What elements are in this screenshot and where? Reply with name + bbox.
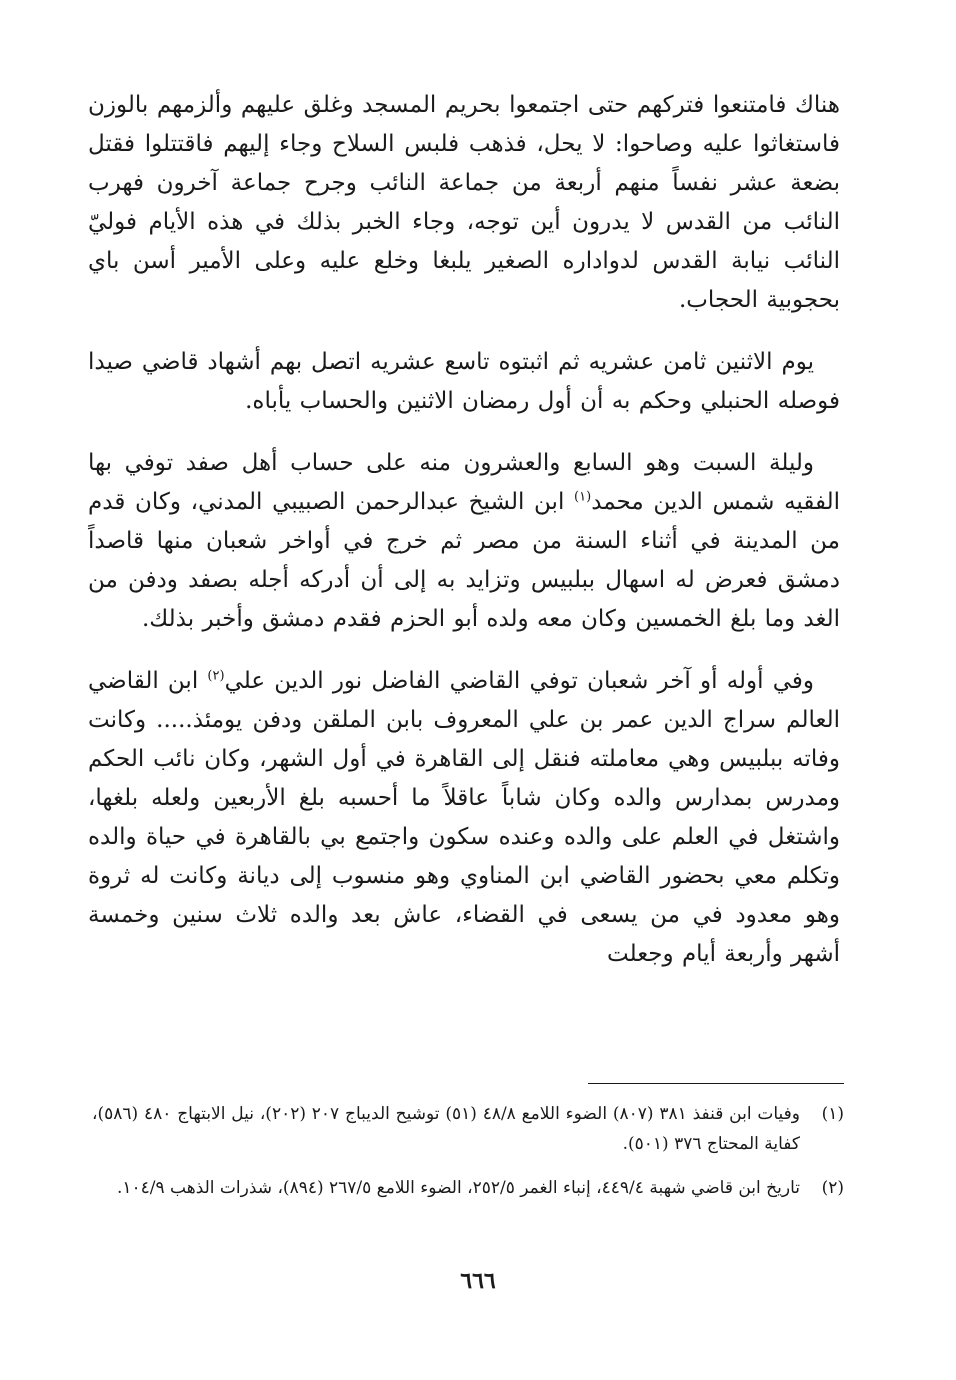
footnote-text: تاريخ ابن قاضي شهبة ٤٤٩/٤، إنباء الغمر ٢٥٢/٥، الضوء اللامع ٢٦٧/٥ (٨٩٤)، شذرات الذهب ١٠٤/٩. — [116, 1178, 800, 1198]
footnote-ref-2[interactable]: (٢) — [207, 668, 225, 684]
footnote-divider — [588, 1083, 844, 1084]
footnote-2 — [92, 1173, 844, 1203]
paragraph-2: يوم الاثنين ثامن عشريه ثم اثبتوه تاسع عشريه اتصل بهم أشهاد قاضي صيدا فوصله الحنبلي وحكم به أن أول رمضان الاثنين والحساب يأباه. — [88, 349, 840, 414]
footnote-1 — [92, 1099, 844, 1159]
paragraph-3 — [88, 444, 840, 639]
paragraph-1: هناك فامتنعوا فتركهم حتى اجتمعوا بحريم المسجد وغلق عليهم وألزمهم بالوزن فاستغاثوا عليه وصاحوا: لا يحل، فذهب فلبس السلاح وجاء إليهم فاقتتلوا فقتل بضعة عشر نفساً منهم أربعة من جماعة النائب وجرح جماعة آخرون فهرب النائب من القدس لا يدرون أين توجه، وجاء الخبر بذلك في هذه الأيام فوليّ النائب نيابة القدس لدواداره الصغير يلبغا وخلع عليه وعلى الأمير أسن باي بحجوبية الحجاب. — [88, 92, 840, 313]
footnote-number: (٢) — [821, 1178, 844, 1198]
footnote-number: (١) — [821, 1104, 844, 1124]
paragraph-3-part-2: ابن الشيخ عبدالرحمن الصبيبي المدني، وكان قدم من المدينة في أثناء السنة من مصر ثم خرج في أواخر شعبان منها قاصداً دمشق فعرض له اسهال ببلبيس وتزايد به إلى أن أدركه أجله بصفد ودفن من الغد وما بلغ الخمسين وكان معه ولده أبو الحزم فقدم دمشق وأخبر بذلك. — [88, 489, 840, 632]
paragraph-4-part-1: وفي أوله أو آخر شعبان توفي القاضي الفاضل نور الدين علي — [224, 668, 814, 694]
paragraph-3-part-1: وليلة السبت وهو السابع والعشرون منه على حساب أهل صفد توفي بها الفقيه شمس الدين محمد — [88, 450, 841, 515]
paragraph-4-part-2: ابن القاضي العالم سراج الدين عمر بن علي المعروف بابن الملقن ودفن يومئذ..... وكانت وفاته ببلبيس وهي معاملته فنقل إلى القاهرة في أول الشهر، وكان نائب الحكم ومدرس بمدارس والده وكان شاباً عاقلاً ما أحسبه بلغ الأربعين ولعله بلغها، واشتغل في العلم على والده وعنده سكون واجتمع بي بالقاهرة في حياة والده وتكلم معي بحضور القاضي ابن المناوي وهو منسوب إلى ديانة وكانت له ثروة وهو معدود في من يسعى في القضاء، عاش بعد والده ثلاث سنين وخمسة أشهر وأربعة أيام وجعلت — [88, 668, 840, 967]
paragraph-4 — [88, 662, 840, 974]
footnote-text: وفيات ابن قنفذ ٣٨١ (٨٠٧) الضوء اللامع ٤٨/٨ (٥١) توشيح الديباج ٢٠٧ (٢٠٢)، نيل الابتهاج ٤٨٠ (٥٨٦)، كفاية المحتاج ٣٧٦ (٥٠١). — [92, 1104, 801, 1154]
main-text — [88, 86, 840, 997]
footnote-ref-1[interactable]: (١) — [574, 489, 592, 505]
page-number: ٦٦٦ — [460, 1268, 496, 1294]
footnotes — [92, 1099, 844, 1217]
